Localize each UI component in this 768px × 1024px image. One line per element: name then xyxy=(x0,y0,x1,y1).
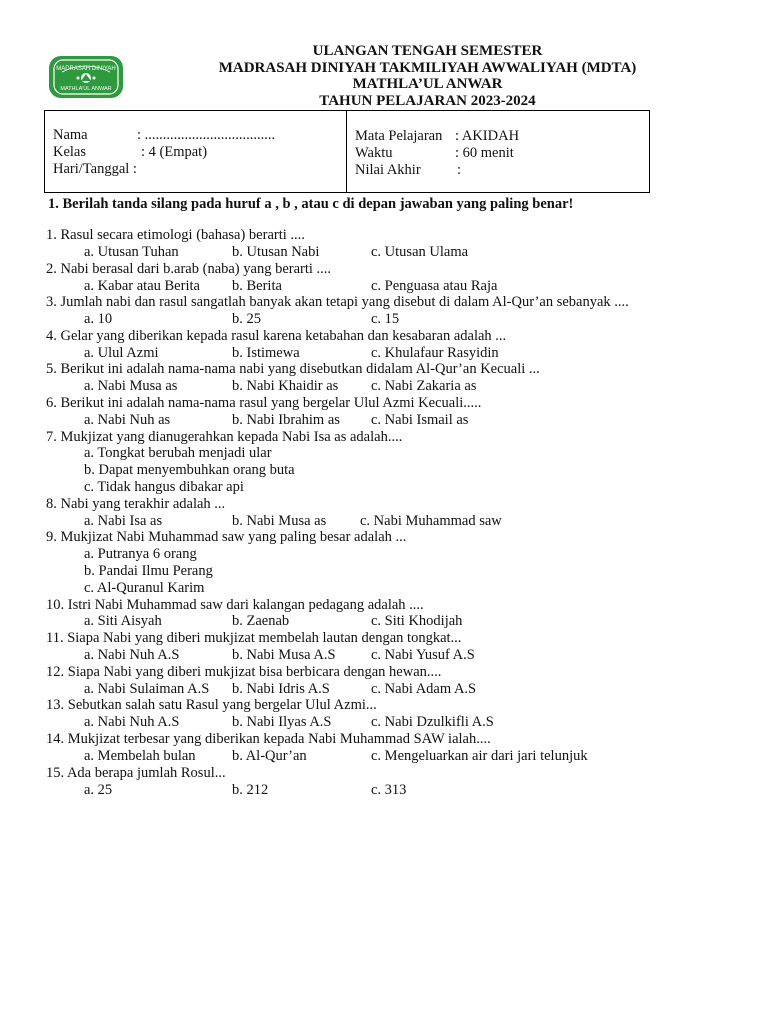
question-8: 8. Nabi yang terakhir adalah ... xyxy=(46,496,226,512)
option-a: a. Nabi Musa as xyxy=(84,378,178,394)
option-b: b. Berita xyxy=(232,278,282,294)
option-b: b. Al-Qur’an xyxy=(232,748,307,764)
option-c: c. Nabi Adam A.S xyxy=(371,681,477,697)
option-c: c. 313 xyxy=(371,782,407,798)
nilai-label: Nilai Akhir xyxy=(355,162,421,178)
question-10: 10. Istri Nabi Muhammad saw dari kalangan pedagang adalah .... xyxy=(46,597,424,613)
option-c: c. Penguasa atau Raja xyxy=(371,278,498,294)
option-a: a. Membelah bulan xyxy=(84,748,196,764)
option-a: a. Ulul Azmi xyxy=(84,345,159,361)
student-info-box xyxy=(44,110,650,193)
option-a: a. Kabar atau Berita xyxy=(84,278,200,294)
question-15: 15. Ada berapa jumlah Rosul... xyxy=(46,765,226,781)
kelas-label: Kelas xyxy=(53,144,87,160)
option-a: a. Tongkat berubah menjadi ular xyxy=(84,445,272,461)
option-a: a. 25 xyxy=(84,782,113,798)
question-12: 12. Siapa Nabi yang diberi mukjizat bisa berbicara dengan hewan.... xyxy=(46,664,442,680)
school-subname: MATHLA’UL ANWAR xyxy=(352,76,503,92)
nama-value: : .................................... xyxy=(137,127,276,143)
question-11: 11. Siapa Nabi yang diberi mukjizat membelah lautan dengan tongkat... xyxy=(46,630,462,646)
option-c: c. Mengeluarkan air dari jari telunjuk xyxy=(371,748,588,764)
option-c: c. Khulafaur Rasyidin xyxy=(371,345,499,361)
nama-label: Nama xyxy=(53,127,88,143)
option-c: c. Tidak hangus dibakar api xyxy=(84,479,244,495)
exam-title: ULANGAN TENGAH SEMESTER xyxy=(312,43,543,59)
logo-top-text: MADRASAH DINIYAH xyxy=(56,66,116,72)
question-2: 2. Nabi berasal dari b.arab (naba) yang berarti .... xyxy=(46,261,332,277)
option-b: b. 25 xyxy=(232,311,261,327)
question-5: 5. Berikut ini adalah nama-nama nabi yang disebutkan didalam Al-Qur’an Kecuali ... xyxy=(46,361,540,377)
option-c: c. Nabi Muhammad saw xyxy=(360,513,502,529)
question-6: 6. Berikut ini adalah nama-nama rasul yang bergelar Ulul Azmi Kecuali..... xyxy=(46,395,482,411)
option-a: a. Nabi Nuh as xyxy=(84,412,171,428)
question-14: 14. Mukjizat terbesar yang diberikan kepada Nabi Muhammad SAW ialah.... xyxy=(46,731,491,747)
option-a: a. Nabi Nuh A.S xyxy=(84,714,180,730)
school-name: MADRASAH DINIYAH TAKMILIYAH AWWALIYAH (MDTA) xyxy=(218,59,637,76)
question-9: 9. Mukjizat Nabi Muhammad saw yang paling besar adalah ... xyxy=(46,529,407,545)
nilai-value: : xyxy=(457,162,462,178)
option-c: c. Nabi Yusuf A.S xyxy=(371,647,475,663)
waktu-value: : 60 menit xyxy=(455,145,514,161)
option-b: b. Dapat menyembuhkan orang buta xyxy=(84,462,295,478)
option-b: b. Nabi Musa A.S xyxy=(232,647,336,663)
option-b: b. Nabi Khaidir as xyxy=(232,378,339,394)
option-b: b. 212 xyxy=(232,782,269,798)
waktu-label: Waktu xyxy=(355,145,393,161)
question-7: 7. Mukjizat yang dianugerahkan kepada Nabi Isa as adalah.... xyxy=(46,429,403,445)
option-b: b. Istimewa xyxy=(232,345,300,361)
hari-tanggal-label: Hari/Tanggal : xyxy=(53,161,137,177)
option-c: c. Al-Quranul Karim xyxy=(84,580,205,596)
option-a: a. Siti Aisyah xyxy=(84,613,162,629)
question-4: 4. Gelar yang diberikan kepada rasul karena ketabahan dan kesabaran adalah ... xyxy=(46,328,507,344)
instruction: 1. Berilah tanda silang pada huruf a , b , atau c di depan jawaban yang paling benar! xyxy=(48,196,574,212)
question-1: 1. Rasul secara etimologi (bahasa) berarti .... xyxy=(46,227,305,243)
mapel-value: : AKIDAH xyxy=(455,128,520,144)
option-b: b. Zaenab xyxy=(232,613,290,629)
option-a: a. Nabi Nuh A.S xyxy=(84,647,180,663)
option-c: c. Utusan Ulama xyxy=(371,244,469,260)
option-b: b. Nabi Musa as xyxy=(232,513,327,529)
info-divider xyxy=(346,111,347,192)
option-b: b. Utusan Nabi xyxy=(232,244,320,260)
option-b: b. Nabi Ibrahim as xyxy=(232,412,340,428)
question-13: 13. Sebutkan salah satu Rasul yang bergelar Ulul Azmi... xyxy=(46,697,377,713)
academic-year: TAHUN PELAJARAN 2023-2024 xyxy=(319,92,536,109)
question-3: 3. Jumlah nabi dan rasul sangatlah banyak akan tetapi yang disebut di dalam Al-Qur’an sebanyak .... xyxy=(46,294,629,310)
mapel-label: Mata Pelajaran xyxy=(355,128,443,144)
option-a: a. Putranya 6 orang xyxy=(84,546,197,562)
logo-bottom-text: MATHLA'UL ANWAR xyxy=(60,86,112,92)
option-c: c. Nabi Zakaria as xyxy=(371,378,477,394)
kelas-value: : 4 (Empat) xyxy=(141,144,208,160)
option-c: c. Siti Khodijah xyxy=(371,613,463,629)
option-b: b. Nabi Idris A.S xyxy=(232,681,330,697)
option-c: c. 15 xyxy=(371,311,400,327)
option-a: a. Nabi Sulaiman A.S xyxy=(84,681,210,697)
exam-header xyxy=(0,43,768,109)
option-a: a. 10 xyxy=(84,311,113,327)
option-c: c. Nabi Ismail as xyxy=(371,412,469,428)
option-b: b. Pandai Ilmu Perang xyxy=(84,563,213,579)
option-a: a. Utusan Tuhan xyxy=(84,244,179,260)
option-b: b. Nabi Ilyas A.S xyxy=(232,714,332,730)
option-a: a. Nabi Isa as xyxy=(84,513,163,529)
option-c: c. Nabi Dzulkifli A.S xyxy=(371,714,494,730)
